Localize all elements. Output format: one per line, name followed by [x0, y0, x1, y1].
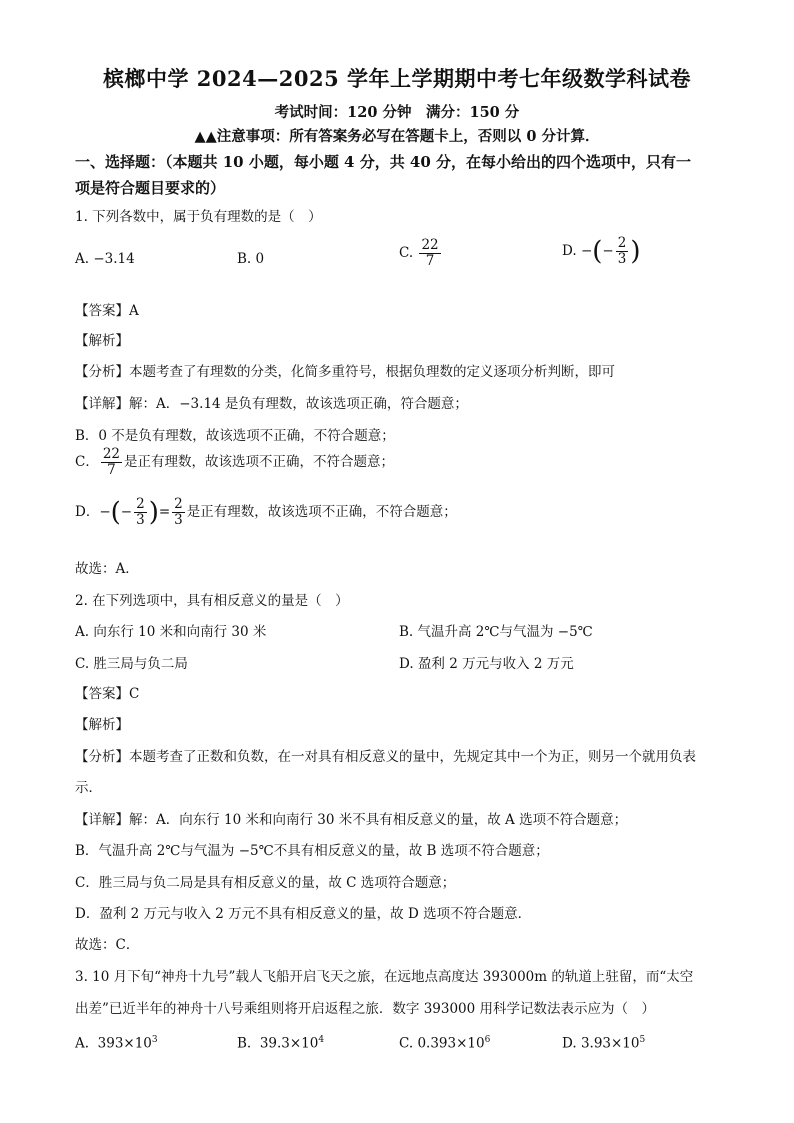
detail-text: 是正有理数，故该选项不正确，不符合题意； [186, 504, 457, 521]
minus-sign: − [580, 243, 593, 260]
detail-text: 是正有理数，故该选项不正确，不符合题意； [124, 454, 395, 471]
detail-label: C． [75, 454, 99, 471]
q2-analysis-line2: 示． [75, 780, 102, 796]
q1-option-c-fraction [419, 238, 440, 269]
minus-sign: − [120, 504, 133, 521]
q2-detail-a: 【详解】解：A．向东行 10 米和向南行 30 米不具有相反意义的量，故 A 选项不符合题意； [75, 812, 628, 828]
q1-detail-d-fraction [134, 497, 147, 528]
detail-label: D． [75, 504, 100, 521]
option-exponent: 3 [151, 1035, 158, 1045]
q1-option-a: A. −3.14 [75, 251, 135, 267]
q1-option-d-label: D. [562, 243, 577, 260]
q2-option-a: A. 向东行 10 米和向南行 30 米 [75, 624, 267, 640]
q1-analysis: 【分析】本题考查了有理数的分类，化简多重符号，根据负理数的定义逐项分析判断，即可 [75, 364, 615, 380]
option-label: C. [399, 1035, 414, 1052]
exam-title: 槟榔中学 2024—2025 学年上学期期中考七年级数学科试卷 [102, 66, 691, 91]
q1-detail-a: 【详解】解：A．−3.14 是负有理数，故该选项正确，符合题意； [75, 396, 468, 412]
fraction-numerator: 22 [421, 237, 439, 253]
q1-detail-d-fraction-result [172, 497, 185, 528]
fraction-denominator: 3 [136, 511, 145, 528]
q3-option-b [237, 1035, 324, 1052]
exam-notice: ▲▲注意事项：所有答案务必写在答题卡上，否则以 0 分计算． [194, 128, 600, 145]
q3-option-a [75, 1035, 158, 1052]
exam-info: 考试时间：120 分钟 满分：150 分 [274, 104, 520, 121]
fraction-denominator: 3 [617, 250, 627, 267]
option-base: 0.393×10 [417, 1035, 485, 1052]
left-paren: ( [110, 497, 121, 528]
q1-detail-b: B．0 不是负有理数，故该选项不正确，不符合题意； [75, 428, 395, 444]
section-heading-line1: 一、选择题：（本题共 10 小题，每小题 4 分，共 40 分，在每小给出的四个选项中，只有一 [75, 153, 692, 171]
fraction-numerator: 2 [174, 496, 183, 512]
equals-sign: = [158, 504, 171, 521]
q2-detail-c: C．胜三局与负二局是具有相反意义的量，故 C 选项符合题意； [75, 875, 456, 891]
right-paren: ) [148, 497, 159, 528]
fraction-numerator: 2 [617, 235, 627, 251]
q2-choose: 故选：C． [75, 937, 140, 953]
minus-sign: − [99, 504, 111, 521]
option-base: 3.93×10 [580, 1035, 640, 1052]
q1-option-c-label: C. [399, 245, 414, 262]
q1-answer: 【答案】A [75, 303, 139, 319]
right-paren: ) [630, 236, 641, 267]
q3-option-d [562, 1035, 645, 1052]
fraction-denominator: 3 [174, 511, 183, 528]
minus-sign: − [602, 243, 614, 260]
q2-option-d: D. 盈利 2 万元与收入 2 万元 [399, 656, 574, 672]
option-label: D. [562, 1035, 577, 1052]
option-exponent: 6 [484, 1035, 491, 1045]
q1-choose: 故选：A． [75, 561, 139, 577]
section-heading-line2: 项是符合题目要求的） [75, 179, 226, 197]
fraction-numerator: 2 [136, 496, 145, 512]
q1-option-b: B. 0 [237, 251, 265, 267]
q2-analysis-title: 【解析】 [75, 717, 129, 733]
q2-detail-d: D．盈利 2 万元与收入 2 万元不具有相反意义的量，故 D 选项不符合题意． [75, 906, 532, 922]
q1-option-d [562, 236, 640, 267]
fraction-numerator: 22 [102, 446, 121, 462]
fraction-denominator: 7 [101, 462, 122, 479]
q3-stem-line1: 3. 10 月下旬“神舟十九号”载人飞船开启飞天之旅，在远地点高度达 393000m 的轨道上驻留，而“太空 [75, 969, 694, 985]
option-base: 39.3×10 [259, 1035, 319, 1052]
q2-stem: 2. 在下列选项中，具有相反意义的量是（ ） [75, 593, 349, 609]
q1-stem: 1. 下列各数中，属于负有理数的是（ ） [75, 209, 322, 225]
option-base: 393×10 [97, 1035, 152, 1052]
q1-detail-c [75, 447, 394, 478]
q2-detail-b: B．气温升高 2℃与气温为 −5℃不具有相反意义的量，故 B 选项不符合题意； [75, 843, 549, 859]
q2-option-b: B. 气温升高 2℃与气温为 −5℃ [399, 624, 593, 640]
q1-analysis-title: 【解析】 [75, 333, 129, 349]
q2-option-c: C. 胜三局与负二局 [75, 656, 188, 672]
q3-stem-line2: 出差”已近半年的神舟十八号乘组则将开启返程之旅．数字 393000 用科学记数法表示应为（ ） [75, 1001, 656, 1017]
q3-option-c [399, 1035, 490, 1052]
option-exponent: 5 [639, 1035, 646, 1045]
q2-answer: 【答案】C [75, 686, 140, 702]
q1-option-d-fraction [616, 236, 629, 267]
q1-detail-c-fraction [101, 447, 122, 478]
option-label: B. [237, 1035, 252, 1052]
option-label: A. [75, 1035, 90, 1052]
q1-option-c [399, 238, 443, 269]
left-paren: ( [592, 236, 603, 267]
fraction-denominator: 7 [419, 253, 440, 270]
q2-analysis-line1: 【分析】本题考查了正数和负数，在一对具有相反意义的量中，先规定其中一个为正，则另一个就用负表 [75, 749, 696, 765]
q1-detail-d [75, 497, 457, 528]
option-exponent: 4 [318, 1035, 325, 1045]
